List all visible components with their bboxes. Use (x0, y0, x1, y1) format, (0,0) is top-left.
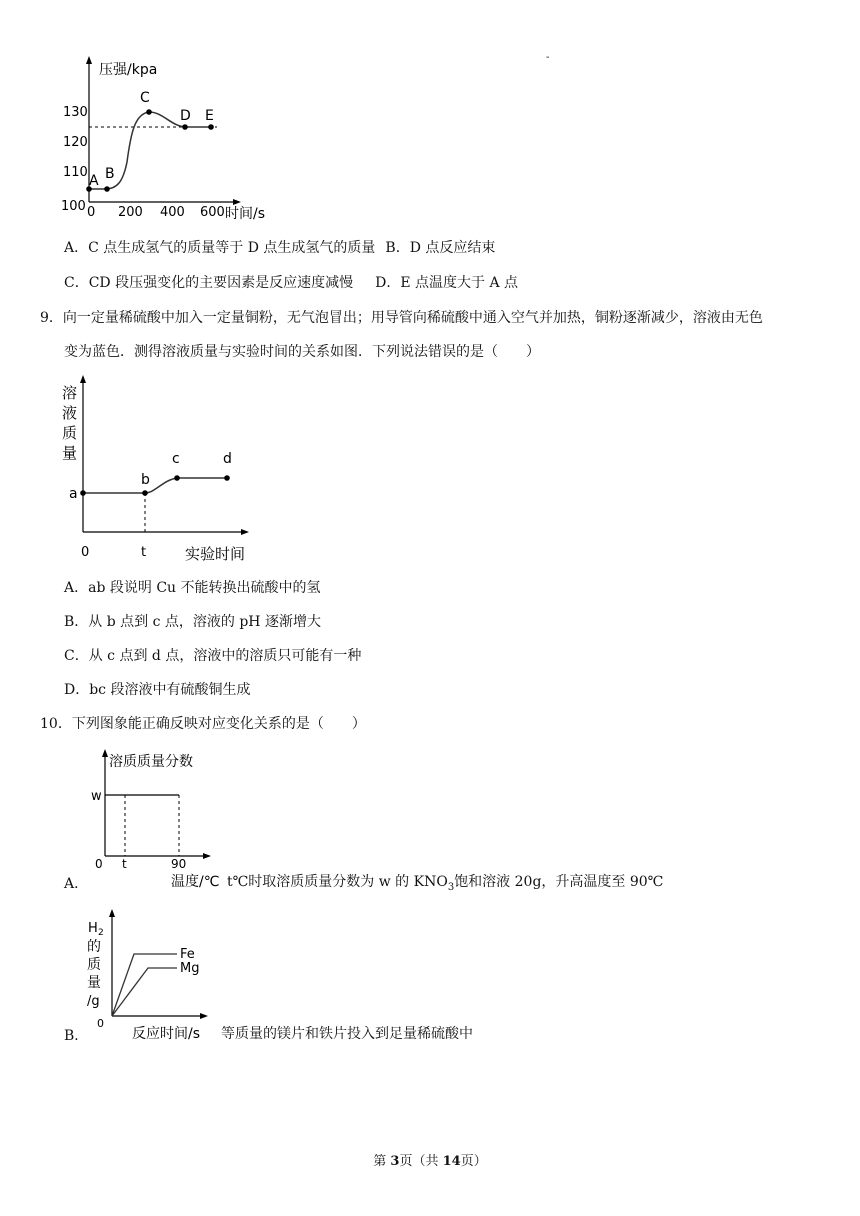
q9-option-d[interactable]: D．bc 段溶液中有硫酸铜生成 (64, 682, 251, 698)
x-90-label: 90 (171, 857, 187, 871)
mg-label: Mg (180, 961, 200, 976)
current-page: 3 (390, 1154, 400, 1169)
origin-label: 0 (81, 545, 90, 560)
page-footer: 第 3页（共 14页） (373, 1154, 487, 1169)
label-D: D (180, 108, 191, 124)
x-axis-label: 反应时间/s (132, 1026, 201, 1042)
mass-curve (83, 478, 227, 493)
x-axis-label: 时间/s (225, 206, 266, 222)
y-label-char-2: 液 (62, 404, 78, 422)
y-label-h: H (88, 921, 98, 936)
y-tick-100: 100 (61, 199, 86, 214)
q10-stem: 10．下列图象能正确反映对应变化关系的是（ ） (40, 716, 366, 732)
y-tick-130: 130 (63, 105, 88, 120)
x-axis-label: 温度/℃ (171, 874, 220, 890)
q8-option-row-2 (64, 273, 518, 293)
x-tick-400: 400 (160, 205, 185, 220)
y-label-sub: 2 (98, 928, 104, 938)
total-pages: 14 (442, 1154, 461, 1169)
point-a (80, 490, 86, 496)
y-axis-arrow (102, 749, 108, 757)
x-tick-0: 0 (87, 205, 96, 220)
y-tick-120: 120 (63, 135, 88, 150)
y-axis-arrow (86, 56, 92, 64)
x-tick-600: 600 (200, 205, 225, 220)
q9-option-a[interactable]: A．ab 段说明 Cu 不能转换出硫酸中的氢 (64, 580, 321, 596)
point-E (208, 124, 214, 130)
label-a: a (69, 486, 78, 502)
q10-option-a-letter[interactable]: A． (64, 876, 89, 892)
x-axis-arrow (203, 853, 211, 859)
y-label-char-4: 量 (62, 444, 78, 462)
y-label-char-1: 溶 (62, 384, 78, 402)
y-label-char-1: 的 (87, 939, 101, 955)
y-axis-arrow (80, 375, 86, 383)
t-label: t (122, 857, 127, 871)
q10-a-chart (85, 746, 225, 896)
fe-line (112, 954, 177, 1016)
y-tick-110: 110 (63, 165, 88, 180)
point-C (146, 109, 152, 115)
pressure-time-chart (55, 52, 295, 222)
y-axis-label: 溶质质量分数 (109, 754, 193, 770)
x-axis-label: 实验时间 (185, 545, 246, 563)
label-c: c (172, 451, 180, 467)
label-d: d (223, 451, 232, 467)
x-axis-arrow (233, 199, 241, 205)
mg-line (112, 968, 177, 1016)
q10-option-a-text[interactable]: t℃时取溶质质量分数为 w 的 $KNO_3$饱和溶液 20g，升高温度至 90℃ (227, 874, 664, 893)
point-D (182, 124, 188, 130)
origin-label: 0 (95, 857, 103, 871)
label-A: A (89, 173, 99, 189)
label-B: B (105, 166, 115, 182)
point-c (174, 475, 180, 481)
y-axis-arrow (109, 909, 115, 917)
w-label: w (91, 789, 102, 804)
label-C: C (140, 90, 150, 106)
label-b: b (141, 472, 150, 488)
label-E: E (205, 108, 214, 124)
q8-option-a[interactable]: A．C 点生成氢气的质量等于 D 点生成氢气的质量 (64, 240, 376, 256)
x-axis-arrow (241, 529, 249, 535)
solution-mass-chart (55, 372, 265, 567)
q9-option-b[interactable]: B．从 b 点到 c 点，溶液的 pH 逐渐增大 (64, 614, 321, 630)
page-mark: - (546, 52, 550, 63)
y-label-char-3: 质 (62, 424, 78, 442)
point-B (104, 186, 110, 192)
x-axis-arrow (200, 1013, 208, 1019)
q8-option-row-1 (64, 238, 495, 258)
t-label: t (141, 545, 147, 560)
q10-option-b-letter[interactable]: B． (64, 1028, 89, 1044)
q8-option-b[interactable]: B．D 点反应结束 (385, 240, 496, 256)
origin-label: 0 (97, 1017, 104, 1030)
q9-stem-line-1: 9．向一定量稀硫酸中加入一定量铜粉，无气泡冒出；用导管向稀硫酸中通入空气并加热，铜粉逐渐减少，溶液由无色 (40, 310, 763, 326)
q8-option-c[interactable]: C．CD 段压强变化的主要因素是反应速度减慢 (64, 275, 354, 291)
y-label-char-4: /g (87, 994, 100, 1009)
y-label-char-2: 质 (87, 957, 101, 973)
q10-option-b-text[interactable]: 等质量的镁片和铁片投入到足量稀硫酸中 (221, 1026, 473, 1042)
point-d (224, 475, 230, 481)
y-axis-label: 压强/kpa (99, 62, 158, 78)
q8-option-d[interactable]: D．E 点温度大于 A 点 (375, 275, 519, 291)
x-tick-200: 200 (118, 205, 143, 220)
q10-b-chart (82, 906, 222, 1046)
y-label-char-3: 量 (87, 975, 101, 991)
point-b (142, 490, 148, 496)
q9-option-c[interactable]: C．从 c 点到 d 点，溶液中的溶质只可能有一种 (64, 648, 362, 664)
q9-stem-line-2: 变为蓝色．测得溶液质量与实验时间的关系如图．下列说法错误的是（ ） (64, 344, 540, 360)
fe-label: Fe (180, 947, 195, 962)
